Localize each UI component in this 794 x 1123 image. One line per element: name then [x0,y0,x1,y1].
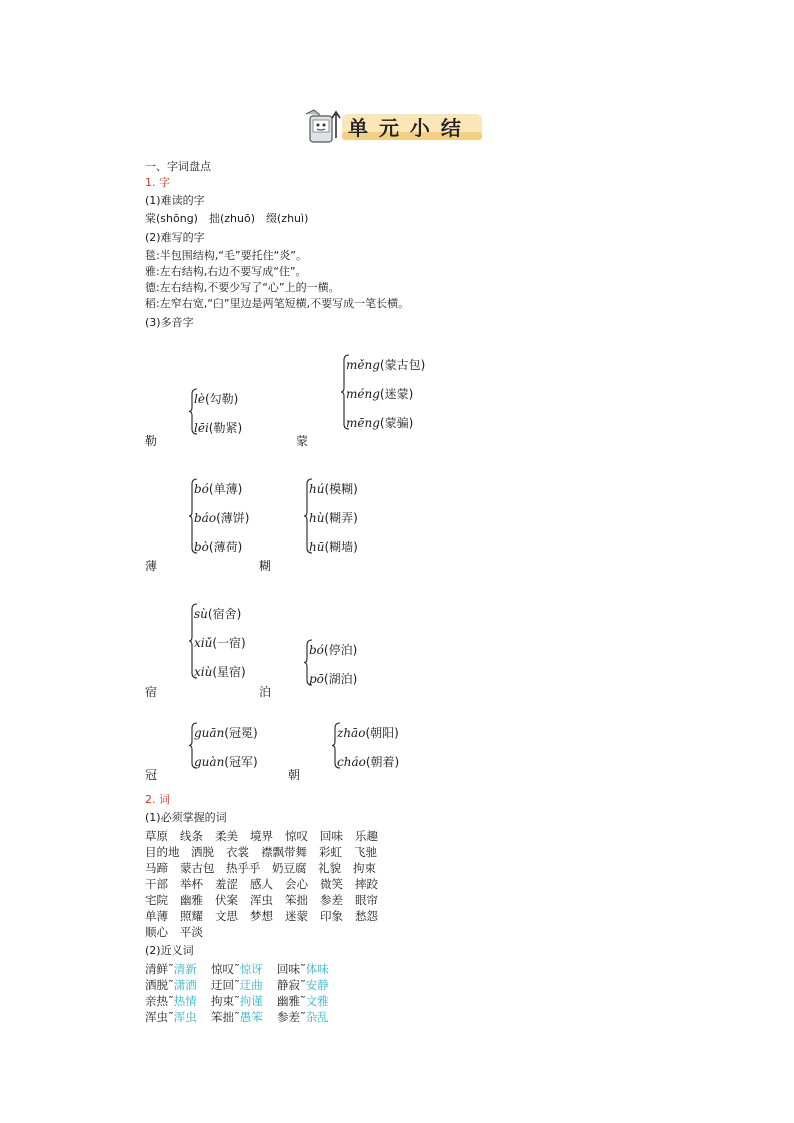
tilde-icon: ˜ [300,1010,306,1024]
polyphone-char: 泊 [259,685,272,699]
polyphone-char: 朝 [288,768,301,782]
synonym-target: 文雅 [305,994,329,1008]
synonym-row [145,961,343,977]
page-title: 单 元 小 结 [348,116,463,140]
word: 热乎乎 [226,861,261,875]
hard-write-line: 雅:左右结构,右边不要写成“住”。 [145,265,307,278]
example-word: (薄荷) [208,540,243,554]
word: 线条 [180,829,203,843]
synonym-target: 迂曲 [239,978,263,992]
synonym-pair [211,977,277,993]
hard-write-line: 稻:左窄右宽,“臼”里边是两笔短横,不要写成一笔长横。 [145,297,410,310]
hard-write-line: 德:左右结构,不要少写了“心”上的一横。 [145,281,340,294]
pinyin: hù [309,511,325,525]
word: 惊叹 [285,829,308,843]
pinyin: pō [309,672,324,686]
example-word: (糊弄) [324,511,358,525]
pinyin: hū [309,540,325,554]
example-word: (冠冕) [224,726,258,740]
example-word: (湖泊) [323,672,358,686]
polyphone-reading [309,480,358,497]
example-word: (停泊) [323,643,358,657]
example-word: (单薄) [208,482,243,496]
synonym-row [145,977,343,993]
subsection-heading: 2. 词 [145,793,170,806]
word: 洒脱 [191,845,214,859]
word: 目的地 [145,845,180,859]
word: 拘束 [353,861,376,875]
word: 文思 [215,909,238,923]
synonym-source: 浑虫 [145,1010,168,1024]
example-word: (宿舍) [207,607,242,621]
word: 宅院 [145,893,168,907]
word: 蒙古包 [180,861,215,875]
word: 微笑 [320,877,343,891]
word: 平淡 [180,925,203,939]
pinyin: mēng [346,416,380,430]
synonym-source: 回味 [277,962,300,976]
synonym-source: 笨拙 [211,1010,234,1024]
word: 干部 [145,877,168,891]
polyphone-reading [194,724,258,741]
example-word: (蒙古包) [379,358,426,372]
synonym-pair [211,1009,277,1025]
synonym-source: 惊叹 [211,962,234,976]
synonym-target: 惊讶 [239,962,263,976]
word: 会心 [285,877,308,891]
word-row [145,876,390,892]
word: 幽雅 [180,893,203,907]
subsection-label: (1)难读的字 [145,194,205,207]
polyphone-char: 蒙 [296,434,309,448]
polyphone-reading [346,385,413,402]
polyphone-reading [194,480,242,497]
pinyin: bó [194,482,209,496]
pinyin: bó [309,643,324,657]
polyphone-reading [194,634,246,651]
word: 迷蒙 [285,909,308,923]
pinyin: hú [309,482,325,496]
polyphone-reading [309,670,357,687]
polyphone-reading [309,509,358,526]
synonym-row [145,993,343,1009]
subsection-label: (1)必须掌握的词 [145,811,227,824]
synonym-target: 安静 [305,978,329,992]
word: 印象 [320,909,343,923]
pinyin: cháo [337,755,366,769]
word-row [145,844,389,860]
tilde-icon: ˜ [300,978,306,992]
synonym-source: 静寂 [277,978,300,992]
synonym-row [145,1009,343,1025]
example-word: (薄饼) [216,511,250,525]
pinyin: guàn [194,755,225,769]
tilde-icon: ˜ [234,978,240,992]
polyphone-char: 薄 [145,559,158,573]
word: 彩虹 [319,845,342,859]
pinyin: bò [194,540,209,554]
word: 境界 [250,829,273,843]
example-word: (朝阳) [365,726,399,740]
synonym-source: 洒脱 [145,978,168,992]
subsection-label: (3)多音字 [145,316,194,329]
word-row [145,908,390,924]
tilde-icon: ˜ [168,1010,174,1024]
polyphone-char: 糊 [259,559,272,573]
synonym-pair [277,993,343,1009]
word: 襟飘带舞 [261,845,307,859]
word: 照耀 [180,909,203,923]
tilde-icon: ˜ [168,994,174,1008]
polyphone-reading [346,414,413,431]
word: 奶豆腐 [272,861,307,875]
synonym-target: 体味 [305,962,329,976]
pinyin: zhāo [337,726,366,740]
word: 衣裳 [226,845,249,859]
word-row [145,828,390,844]
synonym-pair [145,1009,211,1025]
word: 单薄 [145,909,168,923]
synonym-target: 愚笨 [239,1010,263,1024]
tilde-icon: ˜ [300,994,306,1008]
word: 摔跤 [355,877,378,891]
tilde-icon: ˜ [234,1010,240,1024]
pinyin: xiù [194,665,213,679]
pinyin: lè [194,392,205,406]
pinyin: měng [346,358,380,372]
polyphone-reading [194,663,246,680]
polyphone-reading [309,641,357,658]
tilde-icon: ˜ [300,962,306,976]
tilde-icon: ˜ [168,962,174,976]
word: 柔美 [215,829,238,843]
word: 马蹄 [145,861,168,875]
subsection-label: (2)难写的字 [145,231,205,244]
word: 梦想 [250,909,273,923]
pinyin: guān [194,726,225,740]
word: 浑虫 [250,893,273,907]
pinyin: sù [194,607,208,621]
word: 乐趣 [355,829,378,843]
word: 举杯 [180,877,203,891]
polyphone-char: 勒 [145,434,158,448]
pinyin: lēi [194,421,209,435]
synonym-target: 杂乱 [305,1010,329,1024]
word-row [145,924,215,940]
polyphone-reading [194,390,238,407]
subsection-label: (2)近义词 [145,944,194,957]
word: 羞涩 [215,877,238,891]
synonym-source: 幽雅 [277,994,300,1008]
word: 礼貌 [318,861,341,875]
polyphone-reading [337,724,399,741]
word: 眼帘 [355,893,378,907]
word: 愁怨 [355,909,378,923]
synonym-target: 清新 [173,962,197,976]
synonym-target: 拘谨 [239,994,263,1008]
word: 回味 [320,829,343,843]
polyphone-reading [194,419,242,436]
example-word: (勾勒) [204,392,239,406]
hard-write-line: 毯:半包围结构,“毛”要托住“炎”。 [145,249,307,262]
polyphone-reading [194,753,258,770]
title-banner [300,108,484,144]
pinyin: méng [346,387,380,401]
synonym-pair [145,993,211,1009]
synonym-pair [277,961,343,977]
synonym-source: 参差 [277,1010,300,1024]
word: 草原 [145,829,168,843]
tilde-icon: ˜ [234,994,240,1008]
synonym-target: 热情 [173,994,197,1008]
word: 笨拙 [285,893,308,907]
synonym-target: 潇洒 [173,978,197,992]
polyphone-reading [194,538,242,555]
word-row [145,892,390,908]
polyphone-char: 冠 [145,768,158,782]
synonym-source: 清鲜 [145,962,168,976]
word-row [145,860,388,876]
subsection-heading: 1. 字 [145,176,170,189]
example-word: (模糊) [324,482,358,496]
synonym-pair [277,1009,343,1025]
pinyin: báo [194,511,217,525]
example-word: (糊墙) [324,540,358,554]
tilde-icon: ˜ [168,978,174,992]
synonym-source: 迂回 [211,978,234,992]
polyphone-reading [194,509,249,526]
synonym-pair [145,977,211,993]
example-word: (星宿) [212,665,246,679]
synonym-pair [277,977,343,993]
polyphone-char: 宿 [145,685,158,699]
word: 参差 [320,893,343,907]
example-word: (一宿) [212,636,246,650]
section-heading: 一、字词盘点 [145,160,211,173]
synonym-pair [211,993,277,1009]
synonym-target: 浑虫 [173,1010,197,1024]
polyphone-reading [194,605,241,622]
tilde-icon: ˜ [234,962,240,976]
hard-read-chars: 棠(shōng) 拙(zhuō) 缀(zhuì) [145,212,309,225]
word: 伏案 [215,893,238,907]
word: 顺心 [145,925,168,939]
synonym-pair [211,961,277,977]
example-word: (勒紧) [208,421,243,435]
polyphone-reading [346,356,425,373]
example-word: (蒙骗) [379,416,414,430]
word: 感人 [250,877,273,891]
polyphone-reading [337,753,399,770]
synonym-pair [145,961,211,977]
word: 飞驰 [354,845,377,859]
example-word: (迷蒙) [379,387,414,401]
synonym-source: 亲热 [145,994,168,1008]
pinyin: xiǔ [194,636,213,650]
polyphone-reading [309,538,358,555]
synonym-source: 拘束 [211,994,234,1008]
example-word: (冠军) [224,755,258,769]
example-word: (朝着) [365,755,400,769]
